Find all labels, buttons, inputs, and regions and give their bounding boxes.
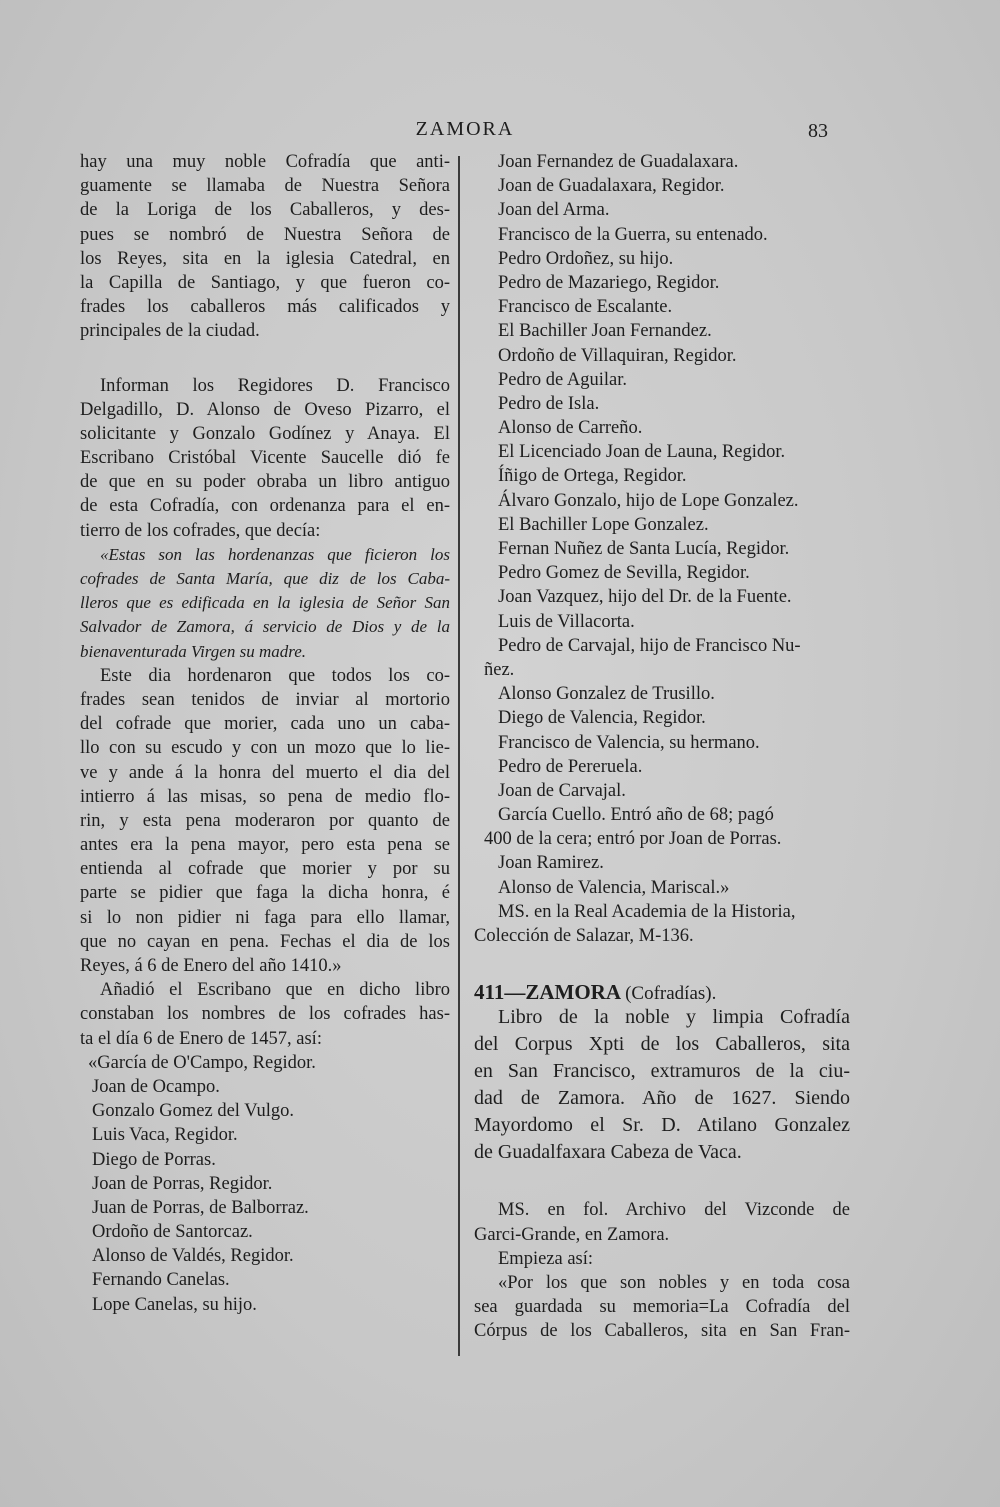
cofrades-list-left: [80, 1051, 450, 1317]
list-item: ñez.: [484, 659, 515, 680]
list-item: García Cuello. Entró año de 68; pagó: [498, 805, 774, 826]
column-divider: [458, 156, 460, 1356]
list-item: Luis Vaca, Regidor.: [92, 1125, 238, 1146]
list-item: Pedro de Carvajal, hijo de Francisco Nu-: [498, 635, 801, 656]
entry-subject: (Cofradías).: [625, 983, 717, 1005]
text-line: Salvador de Zamora, á servicio de Dios y de la: [80, 617, 450, 637]
text-line: frades los caballeros más calificados y: [80, 297, 450, 318]
cofrades-list-right: [470, 150, 850, 900]
text-line: «Por los que son nobles y en toda cosa: [498, 1272, 850, 1293]
text-line: Informan los Regidores D. Francisco: [100, 375, 450, 396]
text-line: rin, y esta pena moderaron por quanto de: [80, 810, 450, 831]
page-number: 83: [808, 120, 828, 142]
text-line: cofrades de Santa María, que diz de los Caba-: [80, 569, 450, 588]
list-item: Francisco de Escalante.: [498, 297, 673, 318]
text-line: Libro de la noble y limpia Cofradía: [498, 1006, 850, 1029]
list-item: Fernan Nuñez de Santa Lucía, Regidor.: [498, 539, 790, 559]
text-line: si lo non pidier ni faga para ello llamar,: [80, 907, 450, 928]
text-line: hay una muy noble Cofradía que anti-: [80, 152, 450, 172]
list-item: Alonso de Valdés, Regidor.: [92, 1246, 294, 1267]
list-item: Diego de Porras.: [92, 1149, 216, 1170]
list-item: Íñigo de Ortega, Regidor.: [498, 466, 687, 487]
list-item: 400 de la cera; entró por Joan de Porras.: [484, 829, 782, 850]
text-line: de la Loriga de los Caballeros, y des-: [80, 200, 450, 221]
text-line: entienda al cofrade que morier y por su: [80, 859, 450, 880]
text-line: intierro á las misas, so pena de medio flo-: [80, 786, 450, 807]
list-item: Pedro de Aguilar.: [498, 369, 627, 390]
list-item: Luis de Villacorta.: [498, 611, 635, 632]
list-item: Gonzalo Gomez del Vulgo.: [92, 1101, 295, 1122]
list-item: Joan de Porras, Regidor.: [92, 1173, 273, 1194]
text-line: Mayordomo el Sr. D. Atilano Gonzalez: [474, 1114, 850, 1137]
list-item: Alonso de Carreño.: [498, 418, 643, 439]
list-item: Joan Vazquez, hijo del Dr. de la Fuente.: [498, 587, 792, 608]
left-column: [80, 150, 450, 1317]
list-item: El Bachiller Joan Fernandez.: [498, 321, 712, 342]
list-item: Lope Canelas, su hijo.: [92, 1294, 257, 1315]
list-item: Alonso de Valencia, Mariscal.»: [498, 877, 730, 898]
list-item: Pedro Ordoñez, su hijo.: [498, 248, 674, 269]
paragraph-ordinance: [80, 664, 450, 978]
text-line: Colección de Salazar, M-136.: [474, 926, 694, 946]
text-line: tierro de los cofrades, que decía:: [80, 520, 321, 541]
running-title: ZAMORA: [415, 118, 515, 140]
text-line: frades sean tenidos de inviar al mortorio: [80, 689, 450, 710]
list-item: Joan Fernandez de Guadalaxara.: [498, 152, 739, 172]
text-line: ta el día 6 de Enero de 1457, así:: [80, 1028, 322, 1049]
text-line: «Estas son las hordenanzas que ficieron los: [100, 544, 450, 564]
list-item: Francisco de Valencia, su hermano.: [498, 732, 760, 753]
list-item: Juan de Porras, de Balborraz.: [92, 1197, 309, 1218]
list-item: El Bachiller Lope Gonzalez.: [498, 514, 709, 535]
ordinance-quote: [80, 543, 450, 664]
list-item: Pedro Gomez de Sevilla, Regidor.: [498, 563, 750, 584]
list-item: Pedro de Pereruela.: [498, 756, 643, 777]
list-item: Diego de Valencia, Regidor.: [498, 708, 706, 729]
list-item: Fernando Canelas.: [92, 1270, 230, 1291]
text-line: antes era la pena mayor, pero esta pena se: [80, 835, 450, 856]
list-item: Joan de Ocampo.: [92, 1076, 220, 1097]
text-line: Delgadillo, D. Alonso de Oveso Pizarro, el: [80, 399, 450, 420]
text-line: que no cayan en pena. Fechas el dia de los: [80, 931, 450, 952]
text-line: Reyes, á 6 de Enero del año 1410.»: [80, 956, 342, 976]
text-line: de Guadalfaxara Cabeza de Vaca.: [474, 1141, 742, 1164]
list-item: Francisco de la Guerra, su entenado.: [498, 224, 768, 245]
text-line: Escribano Cristóbal Vicente Saucelle dió fe: [80, 448, 450, 469]
source-note: [470, 900, 850, 948]
text-line: los Reyes, sita en la iglesia Catedral, en: [80, 248, 450, 269]
text-line: MS. en fol. Archivo del Vizconde de: [498, 1200, 850, 1221]
paragraph-informan: [80, 374, 450, 543]
text-line: sea guardada su memoria=La Cofradía del: [474, 1297, 850, 1318]
list-item: Pedro de Mazariego, Regidor.: [498, 272, 720, 293]
text-line: MS. en la Real Academia de la Historia,: [498, 901, 796, 922]
entry-ms-note: [470, 1198, 850, 1246]
text-line: llo con su escudo y con un mozo que lo lie-: [80, 738, 450, 759]
text-line: parte se pidier que faga la dicha honra, é: [80, 883, 450, 904]
list-item: Joan Ramirez.: [498, 853, 604, 874]
text-line: del cofrade que morier, cada uno un caba-: [80, 714, 450, 735]
text-line: pues se nombró de Nuestra Señora de: [80, 224, 450, 245]
text-line: en San Francisco, extramuros de la ciu-: [474, 1060, 850, 1083]
entry-heading: [470, 980, 850, 1004]
text-line: de que en su poder obraba un libro antiguo: [80, 472, 450, 493]
text-line: lleros que es edificada en la iglesia de Señor San: [80, 593, 450, 613]
text-line: constaban los nombres de los cofrades has-: [80, 1004, 450, 1025]
text-line: Garci-Grande, en Zamora.: [474, 1224, 670, 1245]
entry-begins: Empieza así:: [498, 1248, 594, 1269]
list-item: Pedro de Isla.: [498, 393, 600, 414]
text-line: guamente se llamaba de Nuestra Señora: [80, 176, 450, 197]
text-line: bienaventurada Virgen su madre.: [80, 641, 306, 661]
right-column: [470, 150, 850, 1344]
text-line: de esta Cofradía, con ordenanza para el en-: [80, 496, 450, 517]
list-item: Joan de Guadalaxara, Regidor.: [498, 176, 725, 197]
text-line: solicitante y Gonzalo Godínez y Anaya. El: [80, 423, 450, 444]
list-item: Álvaro Gonzalo, hijo de Lope Gonzalez.: [498, 490, 799, 511]
entry-description: [470, 1004, 850, 1166]
list-item: Alonso Gonzalez de Trusillo.: [498, 684, 715, 705]
list-item: Joan del Arma.: [498, 200, 610, 221]
list-item: Ordoño de Santorcaz.: [92, 1222, 253, 1243]
text-line: Añadió el Escribano que en dicho libro: [100, 980, 450, 1001]
list-item: El Licenciado Joan de Launa, Regidor.: [498, 442, 786, 463]
paragraph-anadio: [80, 978, 450, 1051]
entry-quote: [470, 1271, 850, 1344]
text-line: dad de Zamora. Año de 1627. Siendo: [474, 1087, 850, 1110]
text-line: Córpus de los Caballeros, sita en San Fran-: [474, 1321, 850, 1342]
text-line: del Corpus Xpti de los Caballeros, sita: [474, 1033, 850, 1056]
text-line: principales de la ciudad.: [80, 321, 260, 342]
list-item: Ordoño de Villaquiran, Regidor.: [498, 345, 737, 366]
entry-number: 411—ZAMORA: [474, 980, 620, 1005]
text-line: ve y ande á la honra del muerto el dia del: [80, 762, 450, 783]
text-line: la Capilla de Santiago, y que fueron co-: [80, 272, 450, 293]
text-line: Este dia hordenaron que todos los co-: [100, 665, 450, 686]
list-item: Joan de Carvajal.: [498, 780, 626, 801]
paragraph-cofradia-intro: [80, 150, 450, 344]
list-item: «García de O'Campo, Regidor.: [88, 1052, 316, 1073]
